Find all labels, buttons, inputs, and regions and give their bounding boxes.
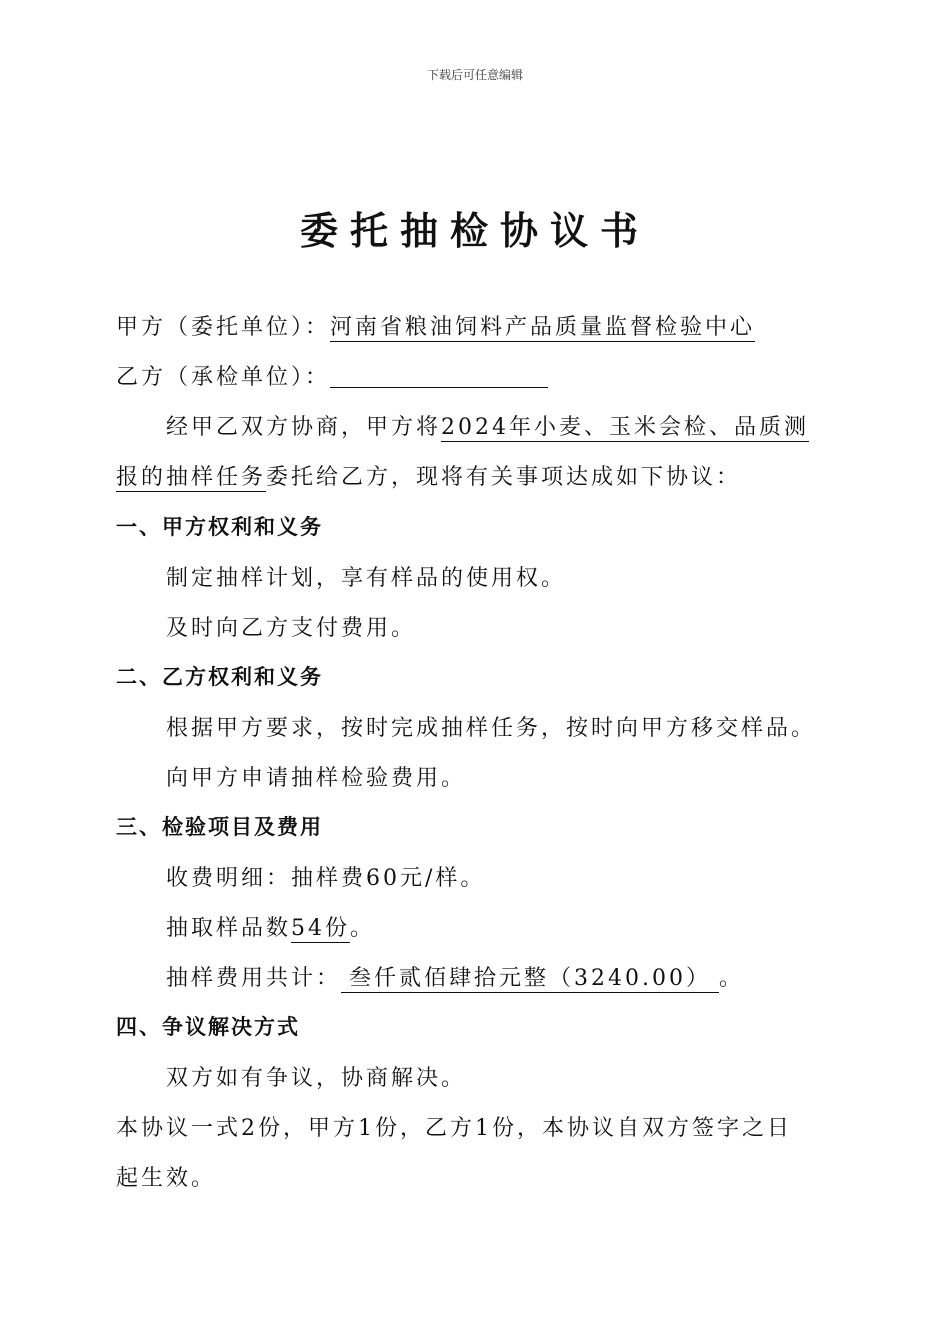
section-3-heading: 三、检验项目及费用: [116, 815, 323, 839]
closing-line-2: 起生效。: [116, 1166, 217, 1191]
intro-line-1: [166, 410, 840, 441]
section-4-heading: 四、争议解决方式: [116, 1015, 300, 1039]
section-1-item: 制定抽样计划，享有样品的使用权。: [166, 566, 567, 591]
party-b-blank: [330, 367, 548, 388]
fee-detail: 收费明细：抽样费60元/样。: [166, 866, 486, 891]
party-a-line: [116, 310, 840, 341]
document-title: 委托抽检协议书: [299, 209, 650, 253]
party-a-value: 河南省粮油饲料产品质量监督检验中心: [330, 315, 756, 340]
fee-total-label: 抽样费用共计：: [166, 966, 342, 991]
section-2-item: 向甲方申请抽样检验费用。: [166, 766, 467, 791]
fee-total-value: 叁仟贰佰肆拾元整（3240.00）: [341, 961, 719, 993]
party-b-line: [116, 360, 840, 391]
party-b-label: 乙方（承检单位）：: [116, 365, 331, 390]
sample-count-line: [166, 911, 840, 942]
sample-count-label: 抽取样品数: [166, 916, 292, 941]
closing-line-1: 本协议一式2份，甲方1份，乙方1份，本协议自双方签字之日: [116, 1116, 792, 1141]
page-header: 下载后可任意编辑: [426, 68, 523, 82]
intro-task-1: 2024年小麦、玉米会检、品质测: [441, 415, 810, 440]
sample-count-value: 54份: [291, 916, 351, 941]
section-2-heading: 二、乙方权利和义务: [116, 665, 323, 689]
sample-count-end: 。: [350, 916, 376, 941]
fee-total-line: [166, 961, 840, 993]
section-2-item: 根据甲方要求，按时完成抽样任务，按时向甲方移交样品。: [166, 716, 817, 741]
party-a-label: 甲方（委托单位）：: [116, 315, 331, 340]
intro-part2: 委托给乙方，现将有关事项达成如下协议：: [266, 465, 742, 490]
intro-part1: 经甲乙双方协商，甲方将: [166, 415, 442, 440]
intro-line-2: [116, 460, 840, 491]
section-1-item: 及时向乙方支付费用。: [166, 616, 417, 641]
fee-total-end: 。: [719, 966, 745, 991]
section-1-heading: 一、甲方权利和义务: [116, 515, 323, 539]
intro-task-2: 报的抽样任务: [116, 465, 267, 490]
section-4-item: 双方如有争议，协商解决。: [166, 1066, 467, 1091]
